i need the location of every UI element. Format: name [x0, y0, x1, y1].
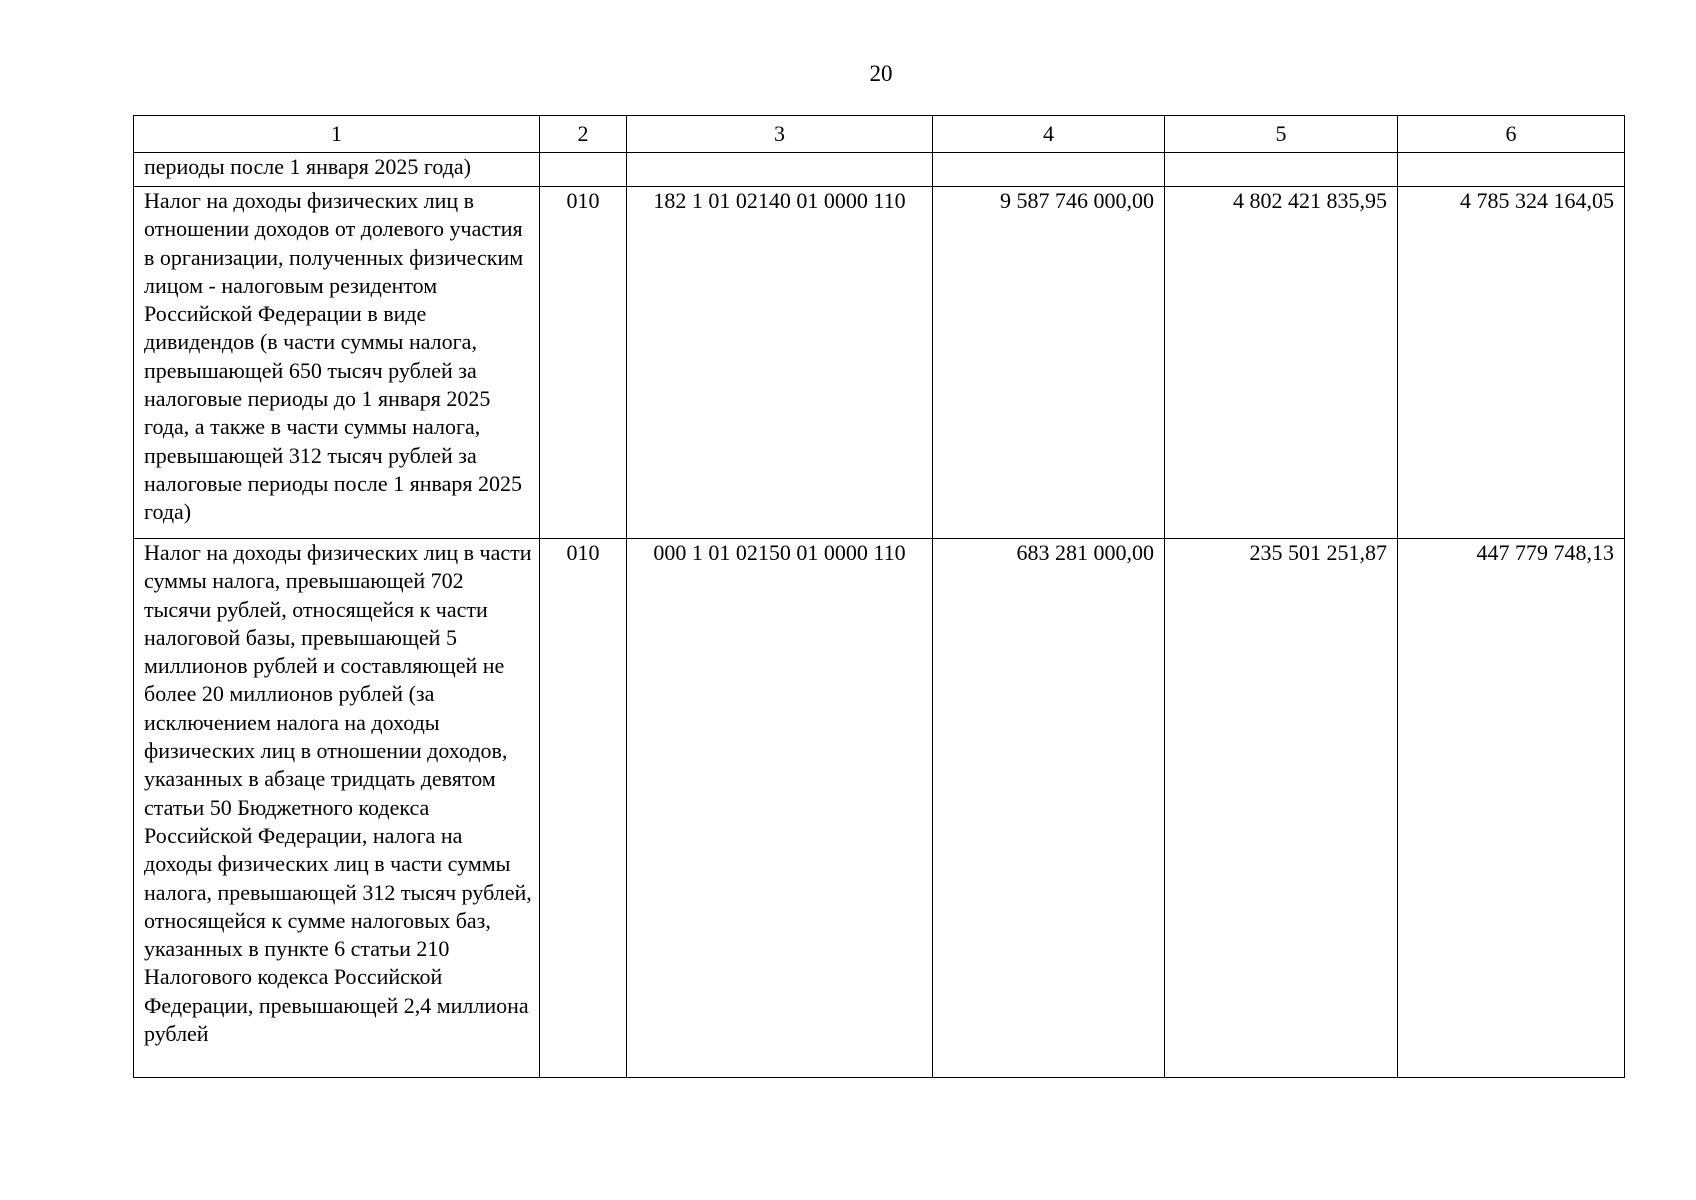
executed-amount-cell: [1165, 153, 1398, 187]
column-header-5: 5: [1165, 116, 1398, 153]
budget-income-table: [133, 115, 1625, 1078]
column-header-2: 2: [540, 116, 627, 153]
column-header-1: 1: [134, 116, 540, 153]
budget-code-cell: 182 1 01 02140 01 0000 110: [627, 187, 933, 539]
approved-amount-cell: [933, 153, 1165, 187]
page-number: 20: [869, 61, 893, 86]
unexecuted-amount-cell: [1398, 153, 1625, 187]
line-code-cell: 010: [540, 539, 627, 1078]
executed-amount-cell: 4 802 421 835,95: [1165, 187, 1398, 539]
unexecuted-amount-cell: 4 785 324 164,05: [1398, 187, 1625, 539]
budget-code-cell: [627, 153, 933, 187]
table-row: [134, 187, 1625, 539]
table-header-row: [134, 116, 1625, 153]
line-code-cell: [540, 153, 627, 187]
column-header-6: 6: [1398, 116, 1625, 153]
executed-amount-cell: 235 501 251,87: [1165, 539, 1398, 1078]
row-name-cell: периоды после 1 января 2025 года): [134, 153, 540, 187]
row-name-cell: Налог на доходы физических лиц в части суммы налога, превышающей 702 тысячи рублей, относящейся к части налоговой базы, превышающей 5 миллионов рублей и составляющей не более 20 миллионов рублей (за исключением налога на доходы физических лиц в отношении доходов, указанных в абзаце тридцать девятом статьи 50 Бюджетного кодекса Российской Федерации, налога на доходы физических лиц в части суммы налога, превышающей 312 тысяч рублей, относящейся к сумме налоговых баз, указанных в пункте 6 статьи 210 Налогового кодекса Российской Федерации, превышающей 2,4 миллиона рублей: [134, 539, 540, 1078]
approved-amount-cell: 9 587 746 000,00: [933, 187, 1165, 539]
column-header-4: 4: [933, 116, 1165, 153]
table-row: [134, 539, 1625, 1078]
table-row: [134, 153, 1625, 187]
unexecuted-amount-cell: 447 779 748,13: [1398, 539, 1625, 1078]
column-header-3: 3: [627, 116, 933, 153]
budget-code-cell: 000 1 01 02150 01 0000 110: [627, 539, 933, 1078]
approved-amount-cell: 683 281 000,00: [933, 539, 1165, 1078]
row-name-cell: Налог на доходы физических лиц в отношении доходов от долевого участия в организации, полученных физическим лицом - налоговым резидентом Российской Федерации в виде дивидендов (в части суммы налога, превышающей 650 тысяч рублей за налоговые периоды до 1 января 2025 года, а также в части суммы налога, превышающей 312 тысяч рублей за налоговые периоды после 1 января 2025 года): [134, 187, 540, 539]
line-code-cell: 010: [540, 187, 627, 539]
